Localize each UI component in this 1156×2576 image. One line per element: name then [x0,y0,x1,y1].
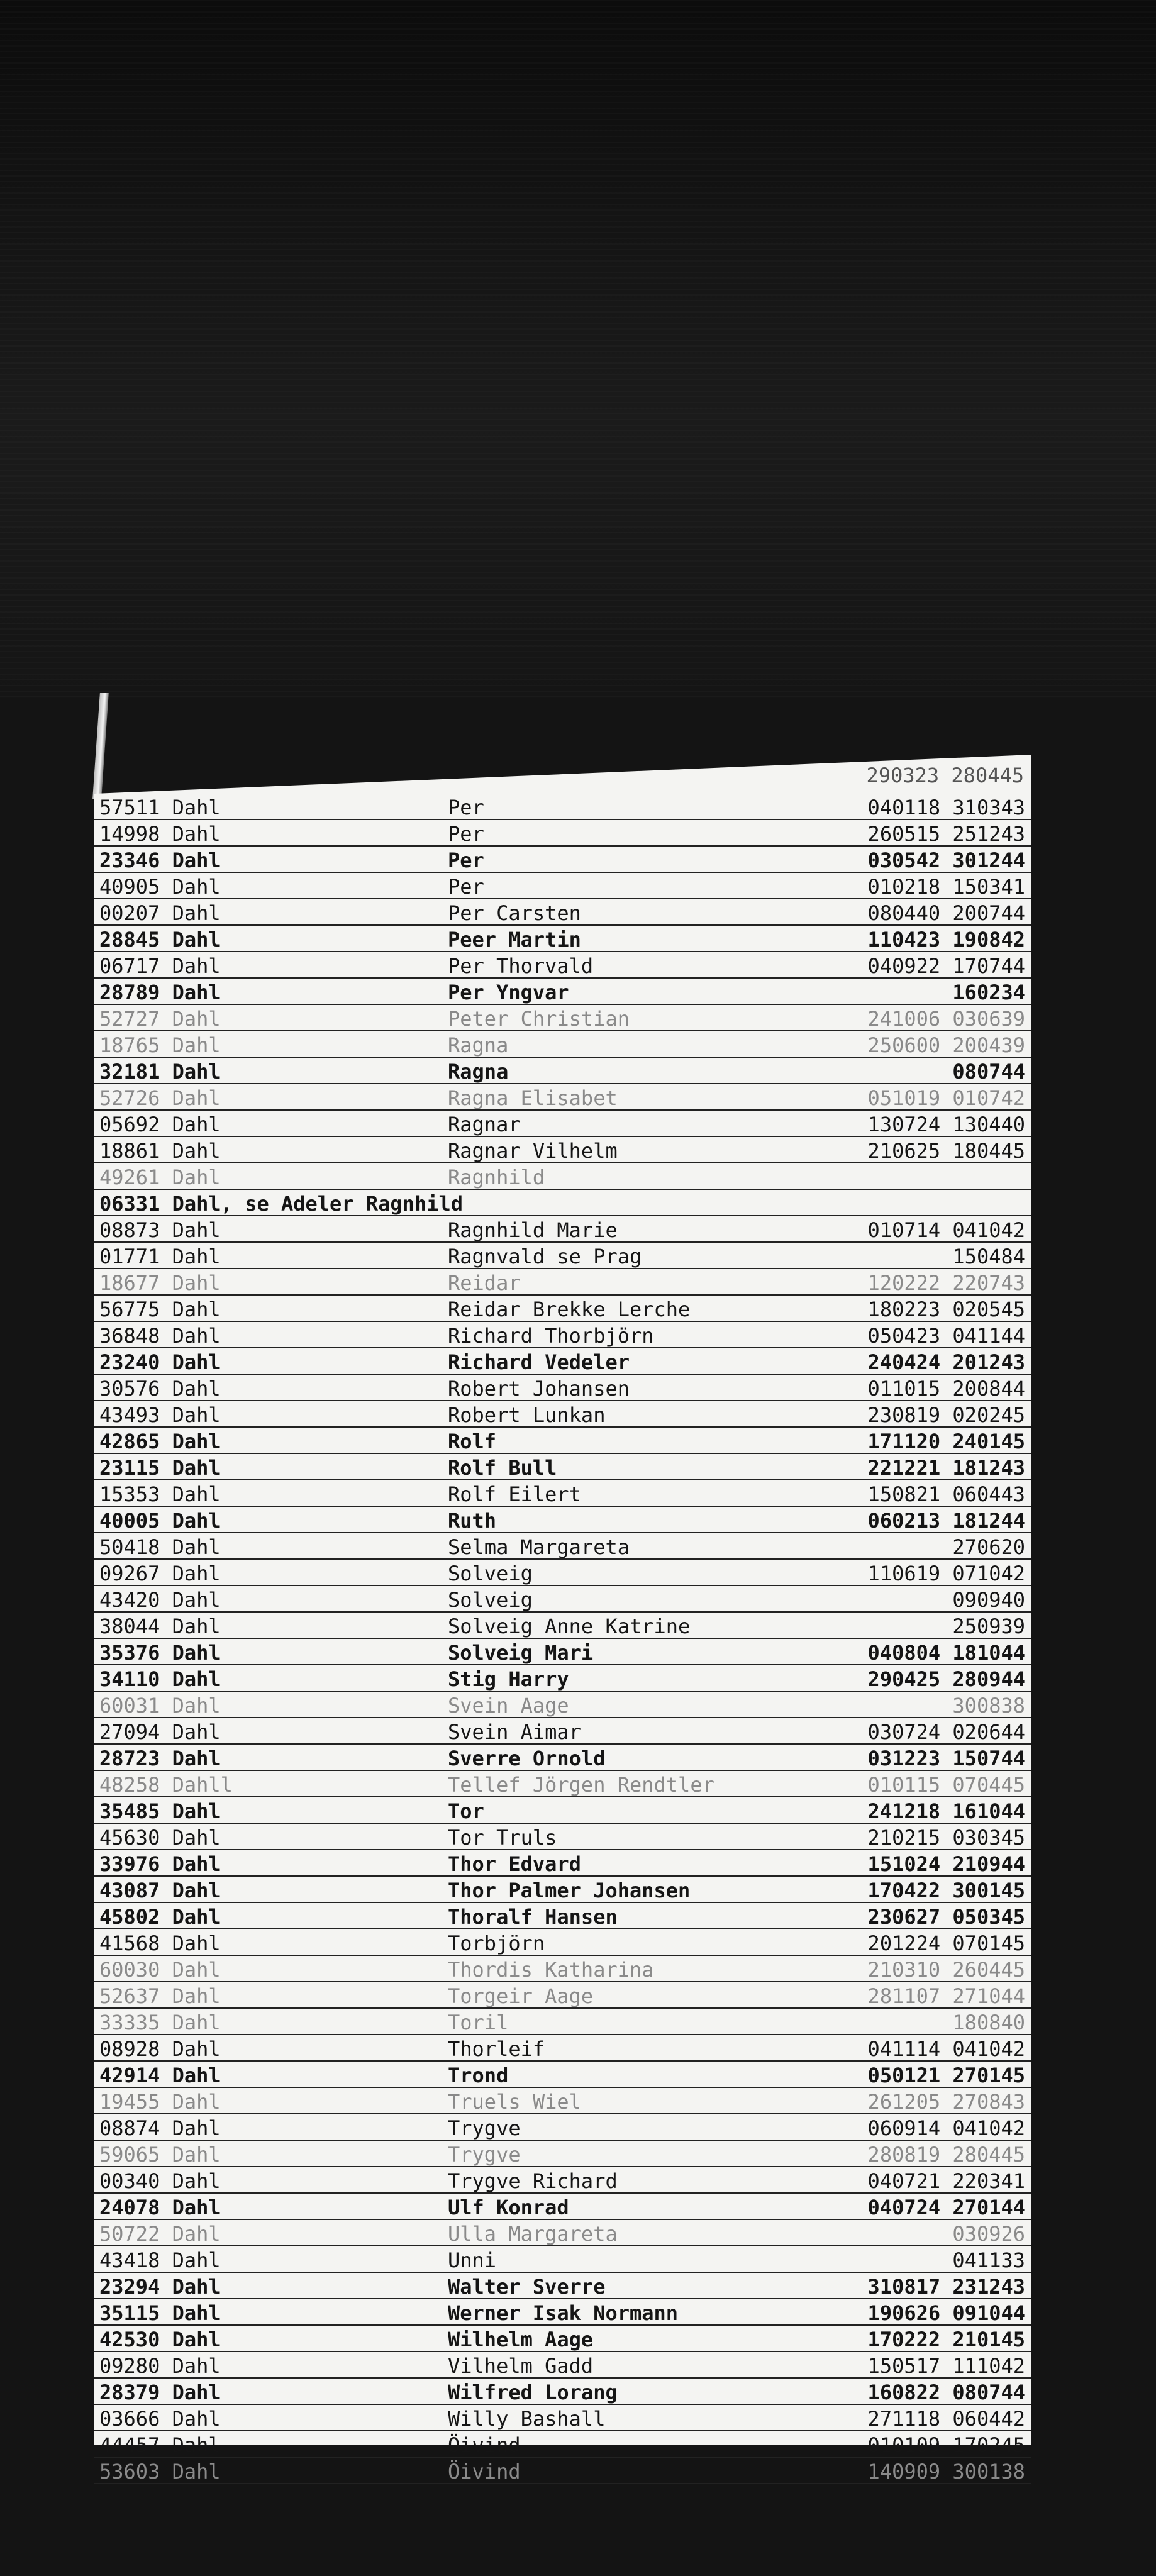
given-name: Tor Truls [448,1826,557,1850]
given-name: Reidar [448,1271,521,1295]
record-id: 01771 Dahl [99,1245,221,1269]
record-id: 34110 Dahl [99,1667,221,1691]
dates: 210625 180445 [867,1139,1025,1163]
record-id: 28845 Dahl [99,928,221,952]
table-row [94,1771,1031,1797]
table-row [94,1111,1031,1137]
top-dates: 290323 280445 [866,763,1024,787]
dates: 160234 [952,980,1025,1004]
given-name: Solveig [448,1562,533,1585]
record-id: 50418 Dahl [99,1535,221,1559]
record-id: 41568 Dahl [99,1931,221,1955]
dates: 060914 041042 [867,2116,1025,2140]
table-row [94,1956,1031,1982]
dates: 040724 270144 [867,2196,1025,2219]
given-name: Per Yngvar [448,980,569,1004]
given-name: Per [448,822,484,846]
record-id: 50722 Dahl [99,2222,221,2246]
table-row [94,1745,1031,1771]
given-name: Selma Margareta [448,1535,630,1559]
table-row [94,2141,1031,2167]
dates: 010115 070445 [867,1773,1025,1797]
record-id: 48258 Dahll [99,1773,233,1797]
record-id: 23346 Dahl [99,848,221,872]
record-id: 44457 Dahl [99,2433,221,2457]
given-name: Öivind [448,2433,521,2457]
scan-background [0,0,1156,698]
record-id: 32181 Dahl [99,1060,221,1084]
table-row [94,1533,1031,1560]
record-id: 15353 Dahl [99,1482,221,1506]
table-row [94,1507,1031,1533]
record-id: 38044 Dahl [99,1614,221,1638]
dates: 221221 181243 [867,1456,1025,1480]
table-row [94,2273,1031,2299]
dates: 040118 310343 [867,796,1025,819]
given-name: Thordis Katharina [448,1958,654,1982]
record-id: 28789 Dahl [99,980,221,1004]
record-id: 33976 Dahl [99,1852,221,1876]
given-name: Svein Aage [448,1694,569,1718]
record-id: 42530 Dahl [99,2328,221,2351]
record-id: 60031 Dahl [99,1694,221,1718]
dates: 160822 080744 [867,2380,1025,2404]
table-row [94,1216,1031,1243]
record-id: 28723 Dahl [99,1746,221,1770]
given-name: Thor Palmer Johansen [448,1879,691,1902]
table-row [94,1058,1031,1084]
dates: 040804 181044 [867,1641,1025,1665]
given-name: Rolf [448,1430,497,1453]
record-id: 35376 Dahl [99,1641,221,1665]
record-id: 49261 Dahl [99,1165,221,1189]
table-row [94,1163,1031,1190]
table-row [94,873,1031,899]
dates: 250939 [952,1614,1025,1638]
dates: 230819 020245 [867,1403,1025,1427]
table-row [94,2114,1031,2141]
record-id: 43420 Dahl [99,1588,221,1612]
table-row [94,1665,1031,1692]
given-name: Ragna Elisabet [448,1086,618,1110]
record-id: 52726 Dahl [99,1086,221,1110]
dates: 240424 201243 [867,1350,1025,1374]
dates: 241006 030639 [867,1007,1025,1031]
dates: 261205 270843 [867,2090,1025,2114]
dates: 281107 271044 [867,1984,1025,2008]
table-row [94,2009,1031,2035]
record-id: 00340 Dahl [99,2169,221,2193]
table-row [94,1005,1031,1031]
given-name: Trygve [448,2143,521,2167]
record-id: 18677 Dahl [99,1271,221,1295]
table-row [94,2379,1031,2405]
table-row [94,2246,1031,2273]
table-row [94,2458,1031,2484]
record-id: 35485 Dahl [99,1799,221,1823]
table-row [94,1639,1031,1665]
given-name: Solveig Anne Katrine [448,1614,691,1638]
dates: 271118 060442 [867,2407,1025,2431]
given-name: Per [448,875,484,899]
dates: 241218 161044 [867,1799,1025,1823]
dates: 010714 041042 [867,1218,1025,1242]
given-name: Trygve Richard [448,2169,618,2193]
record-id: 06331 Dahl, se Adeler Ragnhild [99,1192,463,1216]
given-name: Vilhelm Gadd [448,2354,594,2378]
table-row [94,979,1031,1005]
table-row [94,1269,1031,1296]
record-id: 23294 Dahl [99,2275,221,2299]
given-name: Walter Sverre [448,2275,606,2299]
table-row [94,926,1031,952]
given-name: Ulla Margareta [448,2222,618,2246]
given-name: Peter Christian [448,1007,630,1031]
given-name: Trond [448,2063,509,2087]
table-row [94,2220,1031,2246]
record-id: 52727 Dahl [99,1007,221,1031]
table-row [94,2194,1031,2220]
record-id: 43493 Dahl [99,1403,221,1427]
record-id: 05692 Dahl [99,1113,221,1136]
given-name: Solveig [448,1588,533,1612]
given-name: Per [448,848,484,872]
table-row [94,1454,1031,1480]
table-row [94,1137,1031,1163]
record-id: 45630 Dahl [99,1826,221,1850]
dates: 310817 231243 [867,2275,1025,2299]
table-row [94,1560,1031,1586]
given-name: Willy Bashall [448,2407,606,2431]
dates: 010109 170245 [867,2433,1025,2457]
record-id: 59065 Dahl [99,2143,221,2167]
table-row [94,794,1031,820]
record-id: 60030 Dahl [99,1958,221,1982]
table-row [94,1850,1031,1877]
record-id: 45802 Dahl [99,1905,221,1929]
dates: 130724 130440 [867,1113,1025,1136]
given-name: Wilhelm Aage [448,2328,594,2351]
given-name: Thorleif [448,2037,545,2061]
given-name: Ragnhild Marie [448,1218,618,1242]
dates: 050423 041144 [867,1324,1025,1348]
record-id: 09267 Dahl [99,1562,221,1585]
table-row [94,1031,1031,1058]
given-name: Ragna [448,1060,509,1084]
table-row [94,2431,1031,2458]
table-row [94,2299,1031,2326]
dates: 051019 010742 [867,1086,1025,1110]
given-name: Ragnvald se Prag [448,1245,642,1269]
given-name: Svein Aimar [448,1720,581,1744]
record-id: 23115 Dahl [99,1456,221,1480]
given-name: Thoralf Hansen [448,1905,618,1929]
given-name: Toril [448,2011,509,2035]
dates: 190626 091044 [867,2301,1025,2325]
record-id: 08873 Dahl [99,1218,221,1242]
given-name: Ruth [448,1509,497,1533]
table-row [94,1692,1031,1718]
record-id: 28379 Dahl [99,2380,221,2404]
table-row [94,2167,1031,2194]
given-name: Sverre Ornold [448,1746,606,1770]
dates: 030542 301244 [867,848,1025,872]
table-row [94,1929,1031,1956]
record-id: 08928 Dahl [99,2037,221,2061]
record-id: 36848 Dahl [99,1324,221,1348]
given-name: Öivind [448,2460,521,2484]
dates: 140909 300138 [867,2460,1025,2484]
table-row [94,1296,1031,1322]
record-id: 52637 Dahl [99,1984,221,2008]
table-row [94,1877,1031,1903]
given-name: Stig Harry [448,1667,569,1691]
given-name: Ragna [448,1033,509,1057]
dates: 170422 300145 [867,1879,1025,1902]
record-id: 18861 Dahl [99,1139,221,1163]
record-id: 56775 Dahl [99,1297,221,1321]
dates: 250600 200439 [867,1033,1025,1057]
dates: 031223 150744 [867,1746,1025,1770]
record-id: 33335 Dahl [99,2011,221,2035]
dates: 230627 050345 [867,1905,1025,1929]
table-row [94,1824,1031,1850]
given-name: Wilfred Lorang [448,2380,618,2404]
given-name: Werner Isak Normann [448,2301,679,2325]
given-name: Tor [448,1799,484,1823]
dates: 170222 210145 [867,2328,1025,2351]
dates: 040721 220341 [867,2169,1025,2193]
dates: 210215 030345 [867,1826,1025,1850]
table-row [94,1322,1031,1348]
table-row [94,2326,1031,2352]
table-row [94,1348,1031,1375]
dates: 210310 260445 [867,1958,1025,1982]
dates: 150821 060443 [867,1482,1025,1506]
table-row [94,1375,1031,1401]
dates: 150517 111042 [867,2354,1025,2378]
dates: 260515 251243 [867,822,1025,846]
given-name: Unni [448,2248,497,2272]
given-name: Reidar Brekke Lerche [448,1297,691,1321]
record-id: 30576 Dahl [99,1377,221,1401]
record-id: 19455 Dahl [99,2090,221,2114]
dates: 171120 240145 [867,1430,1025,1453]
given-name: Richard Thorbjörn [448,1324,654,1348]
given-name: Truels Wiel [448,2090,581,2114]
dates: 180223 020545 [867,1297,1025,1321]
record-id: 18765 Dahl [99,1033,221,1057]
table-row [94,2405,1031,2431]
given-name: Solveig Mari [448,1641,594,1665]
given-name: Thor Edvard [448,1852,581,1876]
record-id: 40905 Dahl [99,875,221,899]
given-name: Torgeir Aage [448,1984,594,2008]
record-id: 43087 Dahl [99,1879,221,1902]
record-id: 09280 Dahl [99,2354,221,2378]
given-name: Ragnar [448,1113,521,1136]
record-id: 42914 Dahl [99,2063,221,2087]
given-name: Rolf Eilert [448,1482,581,1506]
table-row [94,1428,1031,1454]
record-id: 14998 Dahl [99,822,221,846]
table-row [94,899,1031,926]
dates: 060213 181244 [867,1509,1025,1533]
record-id: 57511 Dahl [99,796,221,819]
dates: 150484 [952,1245,1025,1269]
table-row [94,1982,1031,2009]
record-id: 08874 Dahl [99,2116,221,2140]
dates: 120222 220743 [867,1271,1025,1295]
record-id: 40005 Dahl [99,1509,221,1533]
dates: 300838 [952,1694,1025,1718]
record-id: 42865 Dahl [99,1430,221,1453]
card-tab [92,693,109,799]
dates: 030724 020644 [867,1720,1025,1744]
record-id: 00207 Dahl [99,901,221,925]
given-name: Ragnar Vilhelm [448,1139,618,1163]
given-name: Rolf Bull [448,1456,557,1480]
given-name: Ragnhild [448,1165,545,1189]
table-row [94,2352,1031,2379]
table-row [94,1480,1031,1507]
given-name: Torbjörn [448,1931,545,1955]
dates: 201224 070145 [867,1931,1025,1955]
dates: 011015 200844 [867,1377,1025,1401]
register-list [94,794,1031,2484]
dates: 280819 280445 [867,2143,1025,2167]
table-row [94,1084,1031,1111]
record-id: 53603 Dahl [99,2460,221,2484]
given-name: Trygve [448,2116,521,2140]
table-row [94,1797,1031,1824]
table-row [94,952,1031,979]
table-row [94,1613,1031,1639]
table-row [94,2088,1031,2114]
given-name: Per [448,796,484,819]
table-row [94,1718,1031,1745]
given-name: Richard Vedeler [448,1350,630,1374]
table-row [94,1190,1031,1216]
record-id: 24078 Dahl [99,2196,221,2219]
record-id: 27094 Dahl [99,1720,221,1744]
record-id: 23240 Dahl [99,1350,221,1374]
table-row [94,1586,1031,1613]
record-id: 43418 Dahl [99,2248,221,2272]
table-row [94,2062,1031,2088]
dates: 080744 [952,1060,1025,1084]
given-name: Robert Johansen [448,1377,630,1401]
dates: 030926 [952,2222,1025,2246]
record-id: 06717 Dahl [99,954,221,978]
dates: 090940 [952,1588,1025,1612]
dates: 080440 200744 [867,901,1025,925]
table-row [94,847,1031,873]
dates: 040922 170744 [867,954,1025,978]
given-name: Robert Lunkan [448,1403,606,1427]
given-name: Per Thorvald [448,954,594,978]
given-name: Ulf Konrad [448,2196,569,2219]
given-name: Per Carsten [448,901,581,925]
table-row [94,2035,1031,2062]
record-id: 03666 Dahl [99,2407,221,2431]
table-row [94,1243,1031,1269]
dates: 010218 150341 [867,875,1025,899]
dates: 110619 071042 [867,1562,1025,1585]
dates: 180840 [952,2011,1025,2035]
dates: 050121 270145 [867,2063,1025,2087]
dates: 041114 041042 [867,2037,1025,2061]
table-row [94,1903,1031,1929]
dates: 290425 280944 [867,1667,1025,1691]
record-id: 35115 Dahl [99,2301,221,2325]
given-name: Peer Martin [448,928,581,952]
given-name: Tellef Jörgen Rendtler [448,1773,714,1797]
dates: 110423 190842 [867,928,1025,952]
dates: 151024 210944 [867,1852,1025,1876]
dates: 270620 [952,1535,1025,1559]
table-row [94,820,1031,847]
dates: 041133 [952,2248,1025,2272]
table-row [94,1401,1031,1428]
